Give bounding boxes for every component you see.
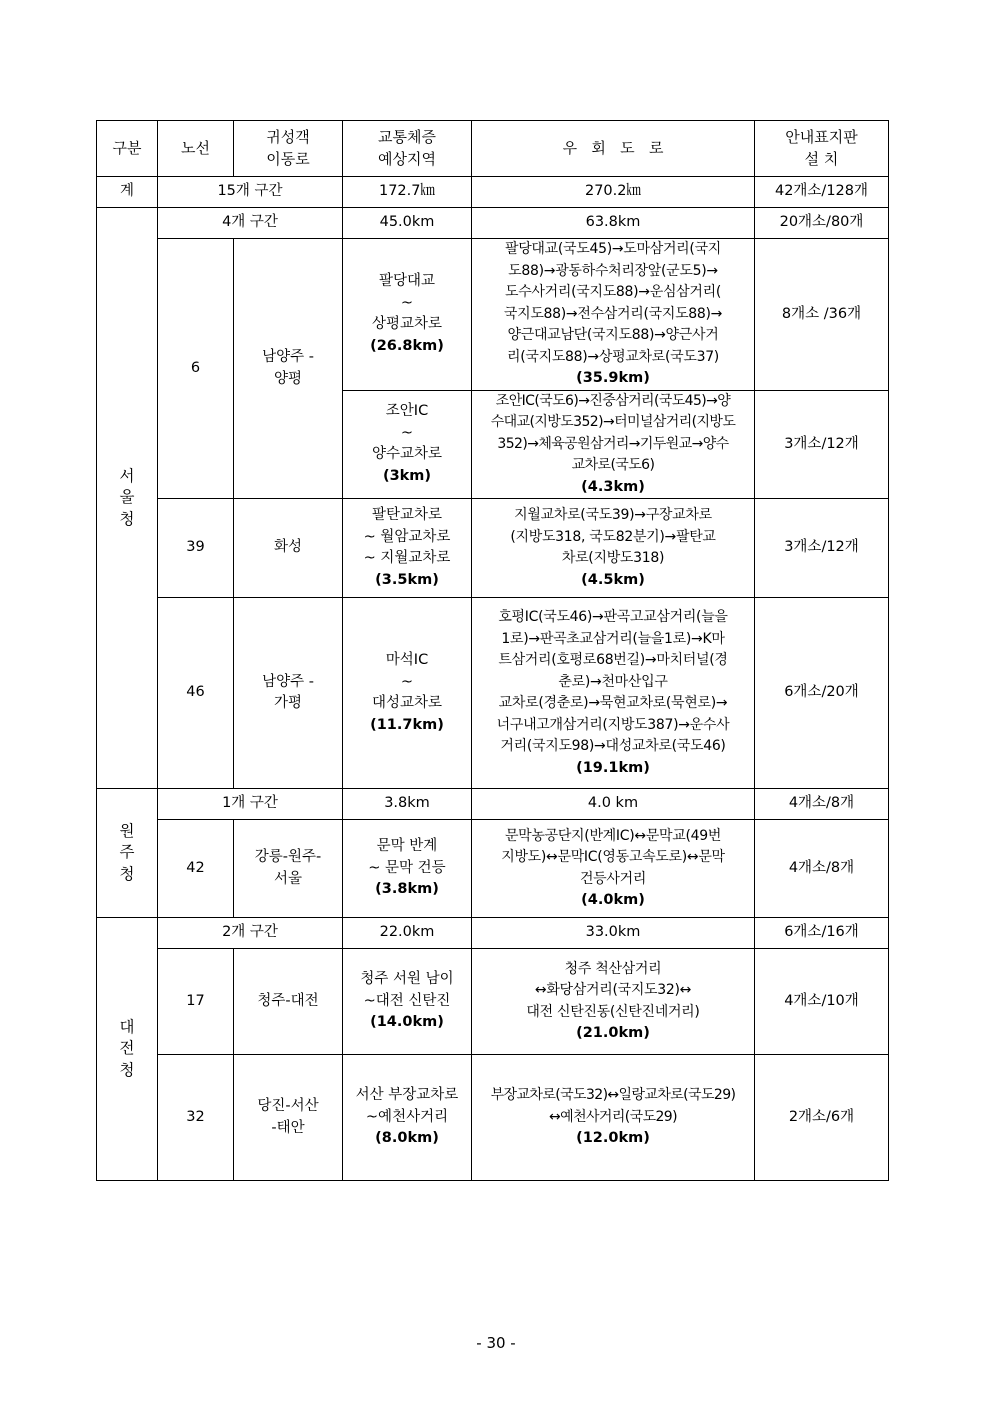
congestion-length: (14.0km): [370, 1014, 444, 1031]
header-signs: 안내표지판 설 치: [755, 121, 889, 177]
seoul-sections: 4개 구간: [158, 208, 343, 239]
region-seoul: 서 울 청: [97, 208, 158, 789]
congestion-area: 서산 부장교차로 ~예천사거리: [355, 1087, 459, 1125]
sign-count: 4개소/10개: [755, 949, 889, 1055]
detour-route: 호평IC(국도46)→판곡고교삼거리(늘을 1로)→판곡초교삼거리(늘을1로)→K마 트삼거리(호평로68번길)→마치터널(경 춘로)→천마산입구 교차로(경춘로)→묵현교차로(묵현로)→ 너구내고개삼거리(지방도387)→운수사 거리(국지도98)→대성교차로(국도46): [496, 609, 730, 754]
daejeon-detour: 33.0km: [472, 918, 755, 949]
wonju-sections: 1개 구간: [158, 789, 343, 820]
congestion-area: 마석IC ~ 대성교차로: [371, 652, 443, 711]
daejeon-sections: 2개 구간: [158, 918, 343, 949]
detour-cell: [472, 239, 755, 391]
wonju-signs: 4개소/8개: [755, 789, 889, 820]
table-row: [97, 949, 889, 1055]
route-number: 32: [158, 1055, 234, 1181]
detour-route: 부장교차로(국도32)↔일랑교차로(국도29) ↔예천사거리(국도29): [490, 1087, 736, 1125]
detour-route: 문막농공단지(반계IC)↔문막교(49번 지방도)↔문막IC(영동고속도로)↔문막 건등사거리: [501, 827, 725, 887]
detour-route: 청주 척산삼거리 ↔화당삼거리(국지도32)↔ 대전 신탄진동(신탄진네거리): [526, 960, 700, 1020]
daejeon-congestion: 22.0km: [343, 918, 472, 949]
header-division: 구분: [97, 121, 158, 177]
congestion-area: 조안IC ~ 양수교차로: [371, 403, 443, 463]
route-path: 남양주 - 가평: [234, 598, 343, 789]
seoul-signs: 20개소/80개: [755, 208, 889, 239]
detour-length: (4.3km): [581, 478, 645, 495]
route-number: 42: [158, 820, 234, 918]
sign-count: 3개소/12개: [755, 499, 889, 598]
congestion-length: (11.7km): [370, 716, 444, 733]
route-number: 6: [158, 239, 234, 499]
total-row: [97, 177, 889, 208]
header-route: 노선: [158, 121, 234, 177]
congestion-cell: [343, 1055, 472, 1181]
congestion-cell: [343, 499, 472, 598]
wonju-detour: 4.0 km: [472, 789, 755, 820]
wonju-congestion: 3.8km: [343, 789, 472, 820]
daejeon-signs: 6개소/16개: [755, 918, 889, 949]
header-path: 귀성객 이동로: [234, 121, 343, 177]
route-path: 강릉-원주- 서울: [234, 820, 343, 918]
sign-count: 3개소/12개: [755, 390, 889, 499]
route-number: 17: [158, 949, 234, 1055]
sign-count: 8개소 /36개: [755, 239, 889, 391]
wonju-summary-row: [97, 789, 889, 820]
header-congestion: 교통체증 예상지역: [343, 121, 472, 177]
detour-route: 팔당대교(국도45)→도마삼거리(국지 도88)→광동하수처리장앞(군도5)→ 도수사거리(국지도88)→운심삼거리( 국지도88)→전수삼거리(국지도88)→ 양근대교남단(국지도88)→양근사거 리(국지도88)→상평교차로(국도37): [503, 241, 723, 365]
detour-cell: [472, 499, 755, 598]
congestion-length: (3.5km): [375, 571, 439, 588]
region-wonju: 원 주 청: [97, 789, 158, 918]
total-sections: 15개 구간: [158, 177, 343, 208]
congestion-area: 청주 서원 남이 ~대전 신탄진: [360, 971, 454, 1009]
detour-route: 조안IC(국도6)→진중삼거리(국도45)→양 수대교(지방도352)→터미널삼거리(지방도 352)→체육공원삼거리→기두원교→양수 교차로(국도6): [490, 392, 736, 473]
daejeon-summary-row: [97, 918, 889, 949]
congestion-length: (3km): [382, 467, 432, 484]
route-number: 39: [158, 499, 234, 598]
seoul-summary-row: [97, 208, 889, 239]
detour-length: (4.5km): [581, 571, 645, 588]
seoul-detour: 63.8km: [472, 208, 755, 239]
detour-length: (35.9km): [576, 370, 650, 386]
page-number: - 30 -: [476, 1334, 516, 1352]
header-row: [97, 121, 889, 177]
sign-count: 4개소/8개: [755, 820, 889, 918]
table-row: [97, 598, 889, 789]
congestion-length: (8.0km): [375, 1130, 439, 1147]
header-detour: 우 회 도 로: [472, 121, 755, 177]
table-row: [97, 1055, 889, 1181]
detour-cell: [472, 390, 755, 499]
detour-route: 지월교차로(국도39)→구장교차로 (지방도318, 국도82분기)→팔탄교 차로(지방도318): [510, 507, 716, 566]
detour-cell: [472, 1055, 755, 1181]
congestion-area: 팔당대교 ~ 상평교차로: [371, 273, 443, 333]
table-row: [97, 820, 889, 918]
detour-length: (19.1km): [576, 759, 650, 776]
congestion-cell: [343, 390, 472, 499]
congestion-cell: [343, 820, 472, 918]
total-congestion: 172.7㎞: [343, 177, 472, 208]
table-row: [97, 239, 889, 391]
congestion-length: (26.8km): [370, 337, 444, 354]
route-path: 화성: [234, 499, 343, 598]
detour-cell: [472, 820, 755, 918]
table-row: [97, 499, 889, 598]
route-number: 46: [158, 598, 234, 789]
route-path: 당진-서산 -태안: [234, 1055, 343, 1181]
detour-length: (21.0km): [576, 1025, 650, 1041]
total-label: 계: [97, 177, 158, 208]
congestion-cell: [343, 598, 472, 789]
detour-cell: [472, 598, 755, 789]
route-path: 청주-대전: [234, 949, 343, 1055]
region-daejeon: 대 전 청: [97, 918, 158, 1181]
sign-count: 6개소/20개: [755, 598, 889, 789]
congestion-area: 팔탄교차로 ~ 월암교차로 ~ 지월교차로: [363, 507, 451, 566]
congestion-cell: [343, 949, 472, 1055]
congestion-length: (3.8km): [375, 881, 439, 898]
detour-route-table: [96, 120, 889, 1181]
detour-length: (12.0km): [576, 1130, 650, 1147]
detour-cell: [472, 949, 755, 1055]
seoul-congestion: 45.0km: [343, 208, 472, 239]
congestion-cell: [343, 239, 472, 391]
congestion-area: 문막 반계 ~ 문막 건등: [368, 838, 446, 876]
route-path: 남양주 - 양평: [234, 239, 343, 499]
detour-length: (4.0km): [581, 892, 645, 908]
sign-count: 2개소/6개: [755, 1055, 889, 1181]
total-signs: 42개소/128개: [755, 177, 889, 208]
total-detour: 270.2㎞: [472, 177, 755, 208]
